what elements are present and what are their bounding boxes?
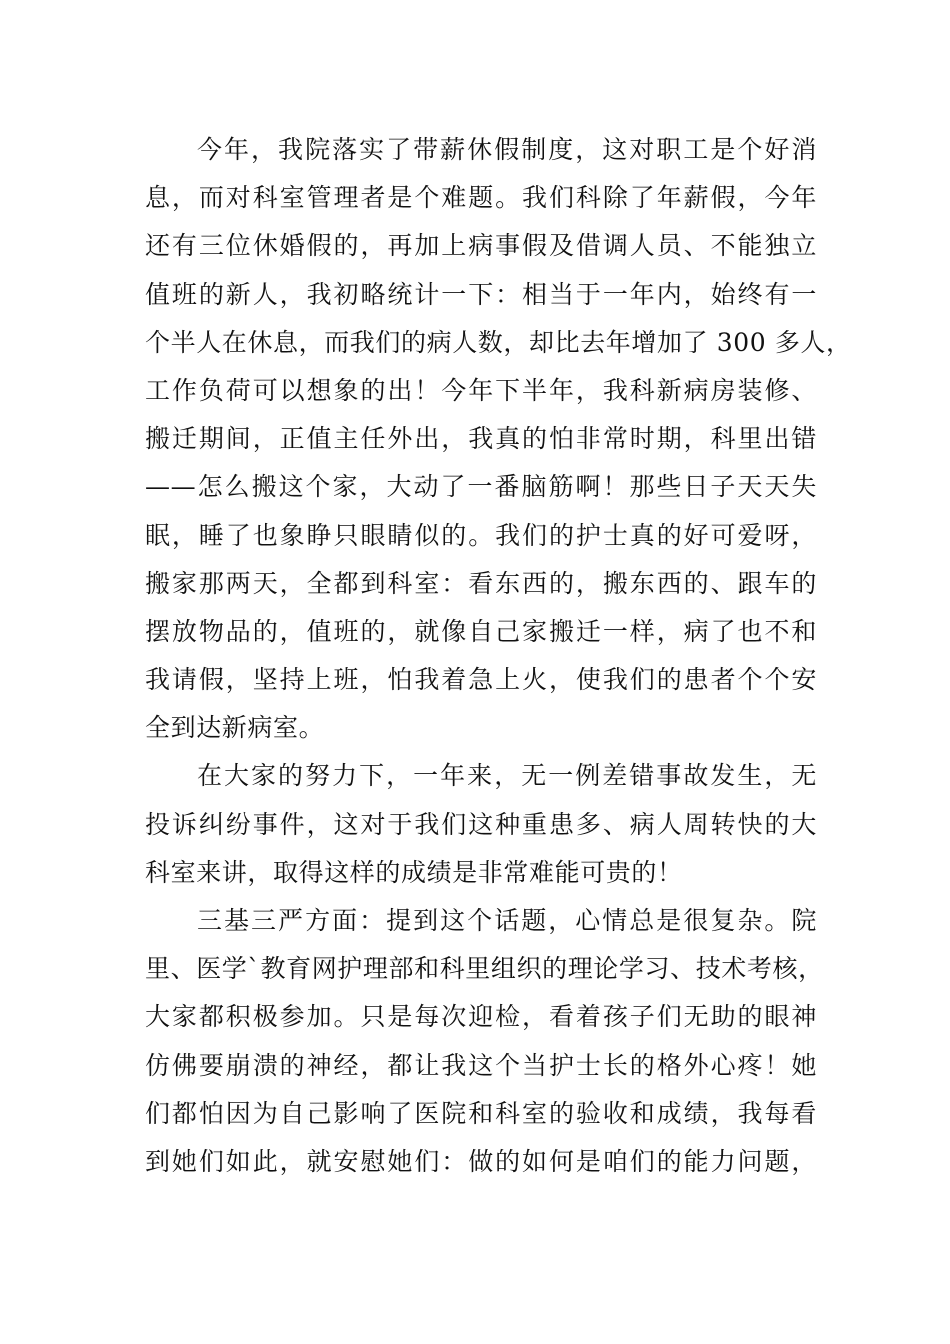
paragraph-1-line-7: 搬迁期间，正值主任外出，我真的怕非常时期，科里出错 — [145, 424, 817, 454]
paragraph-2-line-3: 科室来讲，取得这样的成绩是非常难能可贵的！ — [145, 857, 683, 887]
paragraph-3-line-3: 大家都积极参加。只是每次迎检，看着孩子们无助的眼神 — [145, 1002, 817, 1032]
paragraph-1-line-5: 个半人在休息，而我们的病人数，却比去年增加了 300 多人， — [145, 327, 852, 357]
paragraph-3-line-4: 仿佛要崩溃的神经，都让我这个当护士长的格外心疼！她 — [145, 1050, 817, 1080]
paragraph-2-line-2: 投诉纠纷事件，这对于我们这种重患多、病人周转快的大 — [145, 809, 817, 839]
paragraph-2-line-1: 在大家的努力下，一年来，无一例差错事故发生，无 — [197, 761, 817, 791]
paragraph-1-line-8: ——怎么搬这个家，大动了一番脑筋啊！那些日子天天失 — [145, 472, 817, 502]
paragraph-1-line-4: 值班的新人，我初略统计一下：相当于一年内，始终有一 — [145, 279, 817, 309]
paragraph-1-line-3: 还有三位休婚假的，再加上病事假及借调人员、不能独立 — [145, 231, 817, 261]
paragraph-3-line-1: 三基三严方面：提到这个话题，心情总是很复杂。院 — [197, 906, 817, 935]
paragraph-1-line-1: 今年，我院落实了带薪休假制度，这对职工是个好消 — [197, 135, 817, 164]
paragraph-3-line-6: 到她们如此，就安慰她们：做的如何是咱们的能力问题， — [145, 1146, 817, 1176]
paragraph-1-line-6: 工作负荷可以想象的出！今年下半年，我科新病房装修、 — [145, 375, 817, 405]
paragraph-3-line-5: 们都怕因为自己影响了医院和科室的验收和成绩，我每看 — [145, 1098, 817, 1128]
paragraph-3-line-2: 里、医学`教育网护理部和科里组织的理论学习、技术考核， — [145, 954, 824, 984]
paragraph-1-line-12: 我请假，坚持上班，怕我着急上火，使我们的患者个个安 — [145, 665, 817, 695]
paragraph-1-line-10: 搬家那两天，全都到科室：看东西的，搬东西的、跟车的 — [145, 568, 817, 598]
paragraph-1-line-11: 摆放物品的，值班的，就像自己家搬迁一样，病了也不和 — [145, 616, 817, 646]
paragraph-1-line-9: 眠，睡了也象睁只眼睛似的。我们的护士真的好可爱呀， — [145, 520, 817, 550]
document-body — [145, 126, 852, 1186]
paragraph-1-line-2: 息，而对科室管理者是个难题。我们科除了年薪假，今年 — [145, 183, 817, 213]
paragraph-1-line-13: 全到达新病室。 — [145, 713, 325, 743]
